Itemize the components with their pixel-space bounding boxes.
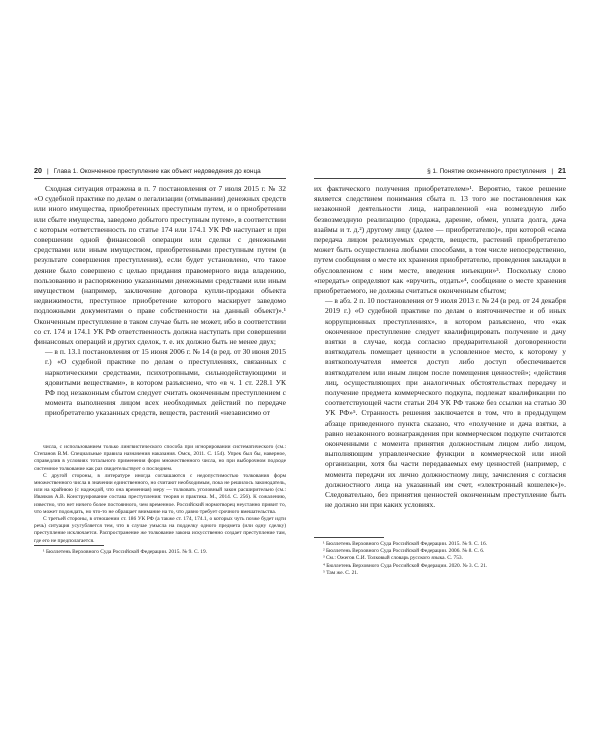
header-divider: | (47, 168, 49, 175)
right-page-header (314, 164, 566, 179)
right-footnote: ⁵ Там же. С. 21. (323, 569, 359, 576)
left-paragraph: Сходная ситуация отражена в п. 7 постановления от 7 июля 2015 г. № 32 «О судебной практике по делам о легализации (отмывании) денежных средств или иного имущества, приобретенных преступным путем, и о приобретении или сбыте имущества, заведомо добытого преступным путем», в соответствии с которым «ответственность по статье 174 или 174.1 УК РФ наступает и при совершении одной финансовой операции или сделки с денежными средствами или иным имуществом, приобретенными преступным путем (в результате совершения преступления), если будет установлено, что такое деяние было совершено с целью придания правомерного вида владению, пользованию и распоряжению указанными денежными средствами или иным имуществом (например, заключение договора купли-продажи объекта недвижимости, преступное приобретение которого маскирует заведомо подложными документами о праве собственности на данный объект)».¹ Оконченным преступление в таком случае быть не может, ибо в соответствии со ст. 174 и 174.1 УК РФ ответственность должна наступать при совершении финансовых операций и других сделок, т. е. их должно быть не менее двух; (34, 184, 286, 347)
right-page-number: 21 (558, 166, 566, 175)
right-footnote: ⁴ Бюллетень Верховного Суда Российской Федерации. 2020. № 3. С. 21. (323, 562, 488, 569)
right-paragraph: — в абз. 2 п. 10 постановления от 9 июля 2013 г. № 24 (в ред. от 24 декабря 2019 г.) «О судебной практике по делам о взяточничестве и об иных коррупционных преступлениях», в котором разъяснено, что «как оконченное преступление следует квалифицировать получение и дачу взятки в случае, когда согласно предварительной договоренности взяткодатель помещает ценности в условленное место, к которому у взяткополучателя имеется доступ либо доступ обеспечивается взяткодателем или иным лицом после помещения ценностей»; «действия лиц, осуществляющих при аналогичных обстоятельствах передачу и получение предмета коммерческого подкупа, подлежат квалификации по соответствующей части статьи 204 УК РФ также без ссылки на статью 30 УК РФ»⁵. Странность решения заключается в том, что в предыдущем абзаце приведенного пункта сказано, что «получение и дача взятки, а равно незаконного вознаграждения при коммерческом подкупе считаются оконченными с момента принятия должностным лицом либо лицом, выполняющим управленческие функции в коммерческой или иной организации, хотя бы части передаваемых ему ценностей (например, с момента передачи их лично должностному лицу, зачисления с согласия должностного лица на указанный им счет, «электронный кошелек»)». Следовательно, без принятия ценностей оконченным преступление быть не должно ни при каких условиях. (325, 296, 566, 510)
left-page-header (34, 164, 286, 179)
right-body (314, 184, 566, 511)
right-footnote: ¹ Бюллетень Верховного Суда Российской Федерации. 2015. № 9. С. 16. (323, 541, 488, 547)
left-paragraph: — в п. 13.1 постановления от 15 июня 2006 г. № 14 (в ред. от 30 июня 2015 г.) «О судебной практике по делам о преступлениях, связанных с наркотическими средствами, психотропными, сильнодействующими и ядовитыми веществами», в котором разъяснено, что «в ч. 1 ст. 228.1 УК РФ под незаконным сбытом следует считать оконченным преступлением с момента выполнения лицом всех необходимых действий по передаче приобретателю указанных средств, веществ, растений «независимо от (45, 347, 286, 418)
footnote-rule (34, 545, 104, 546)
left-footnote: числа, с использованием только лингвистического способа при игнорировании систематического (см.: Степанов В.М. Специальные правила назначения наказания. Омск, 2011. С. 154). Упрек был бы, наверное, справедлив в условиях тотального применения форм множественного числа, но при выборочном подходе системное толкование как раз свидетельствует о последнем. (34, 444, 286, 472)
right-footnote: ³ См.: Ожегов С.И. Толковый словарь русского языка. С. 753. (323, 555, 463, 562)
left-footnote: С другой стороны, в литературе иногда соглашаются с недопустимостью толкования форм множественного числа в значении единственного, но считают необходимым, пока не решилось законодатель, или на крайнюю (с надеждой, что она временная) меру — толковать уголовный закон расширительно (см.: Ивачков А.В. Конструирование состава преступления: теория и практика. М., 2014. С. 256). К сожалению, известно, что нет ничего более постоянного, чем временное. Российский нормотворец неустанно привит то, что может подождать, но что-то не обращает внимание на то, что давно требует срочного вмешательства. (34, 472, 286, 515)
left-footnotes (34, 444, 286, 556)
left-page-number: 20 (34, 166, 42, 175)
header-divider: | (551, 168, 553, 175)
left-running-title: Глава 1. Оконченное преступление как объект недоведения до конца (53, 168, 261, 175)
footnote-rule (314, 537, 384, 538)
right-paragraph: их фактического получения приобретателем»¹. Вероятно, такое решение является следствием понимания сбыта п. 13 того же постановления как незаконной деятельности лица, направленной «на возмездную либо безвозмездную реализацию (продажа, дарение, обмен, уплата долга, дача взаймы и т. д.²) другому лицу (далее — приобретателю)», при которой «сама передача лицом реализуемых средств, веществ, растений приобретателю может быть осуществлена любыми способами, в том числе непосредственно, путем сообщения о месте их хранения приобретателю, проведения закладки в обусловленном с ним месте, введения инъекции»³. Поскольку слово «передать» определяют как «вручить, отдать»⁴, сообщение о месте хранения приобретаемого, не должны считаться оконченным сбытом; (314, 184, 566, 296)
left-footnote: С третьей стороны, в отношении ст. 186 УК РФ (а также ст. 174, 174.1, о которых чуть позже будет идти речь) ситуация усугубляется тем, что в случае умысла на подделку одного предмета (или одну сделку) преступление исключается. Распространение же толкование закона искусственно создает преступление там, где его не предполагается. (34, 516, 286, 544)
right-section-title: § 1. Понятие оконченного преступления (427, 168, 547, 175)
right-footnotes (314, 537, 566, 577)
left-body (34, 184, 286, 419)
right-footnote: ² Бюллетень Верховного Суда Российской Федерации. 2006. № 8. С. 6. (323, 548, 485, 555)
left-footnote: ¹ Бюллетень Верховного Суда Российской Федерации. 2015. № 9. С. 19. (43, 548, 208, 555)
